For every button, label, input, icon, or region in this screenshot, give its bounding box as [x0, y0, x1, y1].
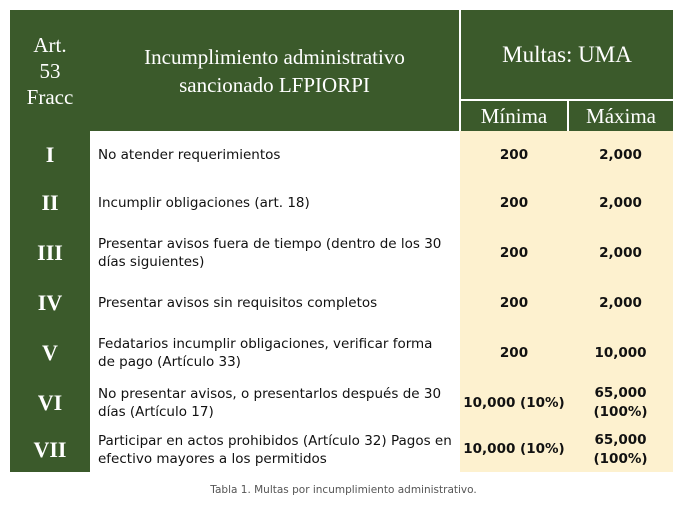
row-description: Presentar avisos fuera de tiempo (dentro de los 30 días siguientes): [90, 227, 460, 279]
row-maximum: 65,000 (100%): [568, 379, 673, 427]
table-row: [10, 427, 673, 472]
header-art-line: Fracc: [26, 84, 74, 109]
row-minimum: 200: [460, 131, 568, 179]
row-fraction: II: [10, 179, 90, 227]
row-fraction: VI: [10, 379, 90, 427]
header-fines-uma: Multas: UMA: [460, 10, 673, 100]
row-minimum: 10,000 (10%): [460, 379, 568, 427]
header-art-line: 53: [39, 58, 61, 83]
row-fraction: III: [10, 227, 90, 279]
row-minimum: 200: [460, 279, 568, 327]
table-row: [10, 379, 673, 427]
table-row: [10, 131, 673, 179]
row-description: Incumplir obligaciones (art. 18): [90, 179, 460, 227]
row-maximum: 10,000: [568, 327, 673, 379]
row-maximum: 2,000: [568, 279, 673, 327]
header-art-line: Art.: [33, 32, 67, 57]
row-description: Presentar avisos sin requisitos completos: [90, 279, 460, 327]
fines-table-container: [10, 10, 673, 470]
row-minimum: 200: [460, 227, 568, 279]
table-row: [10, 279, 673, 327]
row-minimum: 200: [460, 179, 568, 227]
row-description: No atender requerimientos: [90, 131, 460, 179]
table-row: [10, 227, 673, 279]
table-caption: Tabla 1. Multas por incumplimiento administrativo.: [210, 484, 477, 496]
row-description: Participar en actos prohibidos (Artículo 32) Pagos en efectivo mayores a los permitidos: [90, 427, 460, 472]
header-maximum: Máxima: [568, 100, 673, 131]
row-maximum: 2,000: [568, 179, 673, 227]
row-fraction: V: [10, 327, 90, 379]
row-fraction: I: [10, 131, 90, 179]
header-minimum: Mínima: [460, 100, 568, 131]
row-fraction: IV: [10, 279, 90, 327]
table-row: [10, 327, 673, 379]
row-minimum: 200: [460, 327, 568, 379]
fines-table: [10, 10, 673, 472]
row-minimum: 10,000 (10%): [460, 427, 568, 472]
row-maximum: 2,000: [568, 131, 673, 179]
table-row: [10, 179, 673, 227]
header-article-fraction: [10, 10, 90, 131]
row-fraction: VII: [10, 427, 90, 472]
row-maximum: 65,000 (100%): [568, 427, 673, 472]
header-description: Incumplimiento administrativo sancionado LFPIORPI: [90, 10, 460, 131]
row-description: Fedatarios incumplir obligaciones, verificar forma de pago (Artículo 33): [90, 327, 460, 379]
row-maximum: 2,000: [568, 227, 673, 279]
row-description: No presentar avisos, o presentarlos después de 30 días (Artículo 17): [90, 379, 460, 427]
